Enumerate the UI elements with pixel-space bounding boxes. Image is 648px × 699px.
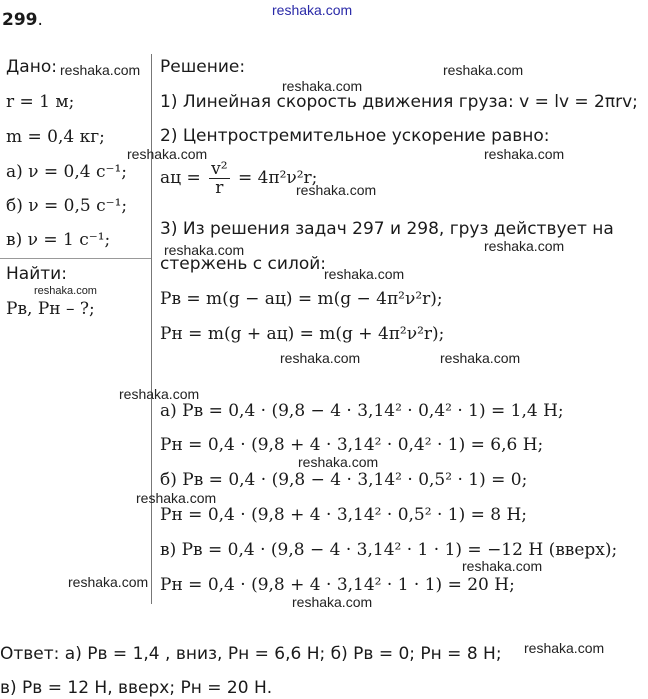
given-freq-a: а) ν = 0,4 с⁻¹;	[6, 162, 128, 182]
answer-line-1: Ответ: а) Pв = 1,4 , вниз, Pн = 6,6 Н; б) Pв = 0; Pн = 8 Н;	[0, 644, 502, 664]
watermark: reshaka.com	[68, 574, 149, 590]
solution-step-3-line-2: стержень с силой:	[160, 254, 326, 274]
watermark: reshaka.com	[127, 146, 208, 162]
site-header-link[interactable]: reshaka.com	[272, 2, 353, 18]
calc-c-lower: Pн = 0,4 · (9,8 + 4 · 3,14² · 1 · 1) = 20 Н;	[160, 575, 515, 595]
watermark: reshaka.com	[119, 386, 200, 402]
watermark: reshaka.com	[280, 350, 361, 366]
watermark: reshaka.com	[524, 640, 605, 656]
watermark: reshaka.com	[34, 285, 97, 297]
calc-b-lower: Pн = 0,4 · (9,8 + 4 · 3,14² · 0,5² · 1) = 8 Н;	[160, 505, 528, 525]
solution-step-2: 2) Центростремительное ускорение равно:	[160, 126, 550, 146]
given-freq-c: в) ν = 1 с⁻¹;	[6, 230, 111, 250]
given-radius: r = 1 м;	[6, 92, 75, 112]
calc-c-upper: в) Pв = 0,4 · (9,8 − 4 · 3,14² · 1 · 1) = −12 Н (вверх);	[160, 540, 618, 560]
watermark: reshaka.com	[136, 490, 217, 506]
watermark: reshaka.com	[440, 350, 521, 366]
acceleration-rhs: = 4π²ν²r;	[237, 168, 318, 188]
given-label: Дано:	[6, 57, 57, 77]
watermark: reshaka.com	[60, 62, 141, 78]
watermark: reshaka.com	[298, 454, 379, 470]
watermark: reshaka.com	[462, 558, 543, 574]
solution-step-1: 1) Линейная скорость движения груза: v = lv = 2πrv;	[160, 92, 638, 112]
given-find-divider	[0, 258, 151, 259]
find-label: Найти:	[6, 264, 67, 284]
answer-line-2: в) Pв = 12 Н, вверх; Pн = 20 Н.	[0, 678, 273, 698]
calc-b-upper: б) Pв = 0,4 · (9,8 − 4 · 3,14² · 0,5² · 1) = 0;	[160, 470, 528, 490]
acceleration-denominator: r	[215, 178, 224, 198]
column-divider	[151, 54, 152, 604]
given-mass: m = 0,4 кг;	[6, 127, 105, 147]
acceleration-formula	[160, 160, 317, 197]
watermark: reshaka.com	[484, 146, 565, 162]
formula-upper-weight: Pв = m(g − aц) = m(g − 4π²ν²r);	[160, 289, 443, 309]
watermark: reshaka.com	[296, 182, 377, 198]
problem-number: 299.	[2, 10, 43, 30]
formula-lower-weight: Pн = m(g + aц) = m(g + 4π²ν²r);	[160, 324, 445, 344]
watermark: reshaka.com	[292, 594, 373, 610]
given-freq-b: б) ν = 0,5 с⁻¹;	[6, 196, 128, 216]
acceleration-numerator: v²	[211, 159, 228, 179]
watermark: reshaka.com	[443, 62, 524, 78]
watermark: reshaka.com	[324, 266, 405, 282]
acceleration-lhs: aц =	[160, 168, 201, 188]
watermark: reshaka.com	[164, 242, 245, 258]
calc-a-upper: а) Pв = 0,4 · (9,8 − 4 · 3,14² · 0,4² · 1) = 1,4 Н;	[160, 401, 564, 421]
acceleration-fraction	[209, 160, 229, 197]
watermark: reshaka.com	[484, 238, 565, 254]
solution-label: Решение:	[160, 57, 246, 77]
find-items: Pв, Pн – ?;	[6, 299, 95, 319]
watermark: reshaka.com	[282, 78, 363, 94]
calc-a-lower: Pн = 0,4 · (9,8 + 4 · 3,14² · 0,4² · 1) = 6,6 Н;	[160, 435, 544, 455]
solution-step-3-line-1: 3) Из решения задач 297 и 298, груз действует на	[160, 219, 614, 239]
